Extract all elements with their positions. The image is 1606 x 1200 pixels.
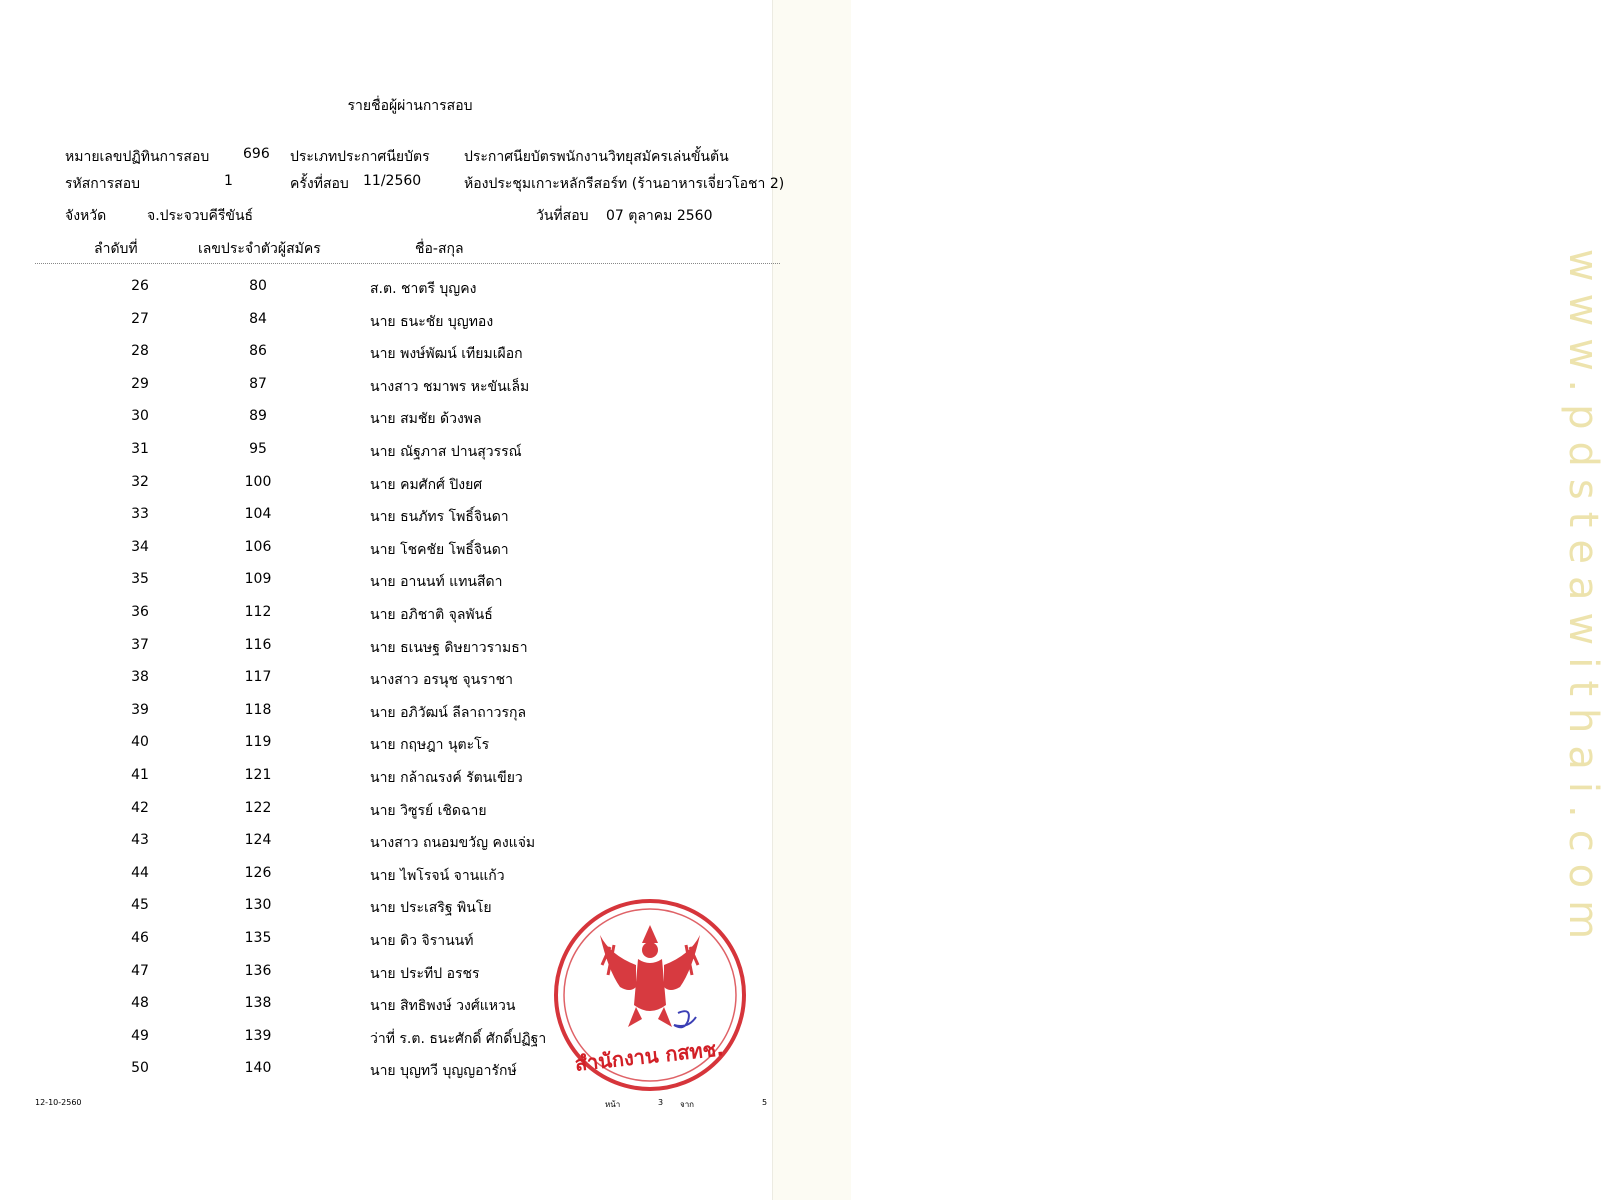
column-header-applicant-id: เลขประจำตัวผู้สมัคร	[198, 241, 321, 257]
row-name: นาย กล้าณรงค์ รัตนเขียว	[370, 770, 523, 786]
exam-date-label: วันที่สอบ	[536, 208, 589, 224]
row-order: 46	[131, 930, 149, 946]
row-applicant-id: 139	[244, 1027, 272, 1044]
row-name: นาย กฤษฎา นุตะโร	[370, 737, 490, 754]
row-applicant-id: 109	[244, 571, 272, 588]
row-order: 39	[131, 701, 149, 718]
table-row	[0, 539, 780, 571]
row-order: 26	[131, 278, 149, 294]
row-name: นาย ณัฐภาส ปานสุวรรณ์	[370, 444, 522, 460]
row-name: นาย สิทธิพงษ์ วงศ์แหวน	[370, 998, 516, 1015]
row-name: นางสาว ชมาพร หะขันเล็ม	[370, 378, 530, 395]
row-name: นาย ธนะชัย บุญทอง	[370, 313, 494, 330]
table-row	[0, 832, 780, 864]
row-applicant-id: 116	[244, 636, 272, 653]
row-applicant-id: 104	[244, 506, 272, 523]
row-name: นาย คมศักศ์ ปิงยศ	[370, 476, 483, 493]
row-order: 31	[131, 441, 149, 457]
row-name: นาย ประเสริฐ พินโย	[370, 900, 492, 917]
row-order: 30	[131, 408, 149, 425]
row-order: 38	[131, 669, 149, 686]
table-row	[0, 474, 780, 506]
row-applicant-id: 121	[244, 767, 272, 783]
row-applicant-id: 126	[244, 864, 272, 881]
row-name: นาย ดิว จิรานนท์	[370, 933, 474, 949]
row-applicant-id: 130	[244, 897, 272, 914]
exam-date-value: 07 ตุลาคม 2560	[606, 208, 713, 224]
table-row	[0, 408, 780, 440]
footer-of-label: จาก	[680, 1100, 695, 1109]
table-row	[0, 278, 780, 310]
table-row	[0, 311, 780, 343]
footer-page-label: หน้า	[605, 1100, 621, 1109]
row-order: 43	[131, 832, 149, 849]
stamp-text: สำนักงาน กสทช.	[573, 1036, 725, 1076]
row-order: 45	[131, 897, 149, 914]
exam-round-value: 11/2560	[363, 173, 422, 189]
exam-venue: ห้องประชุมเกาะหลักรีสอร์ท (ร้านอาหารเจี่ยวโอชา 2)	[464, 176, 785, 192]
row-applicant-id: 86	[249, 343, 267, 360]
row-name: นาย อภิชาติ จุลพันธ์	[370, 607, 493, 623]
table-row	[0, 800, 780, 832]
row-name: นาย ประทีป อรชร	[370, 965, 480, 982]
table-row	[0, 343, 780, 375]
province-value: จ.ประจวบคีรีขันธ์	[147, 208, 254, 224]
table-row	[0, 441, 780, 473]
row-order: 48	[131, 995, 149, 1012]
column-header-order: ลำดับที่	[94, 241, 138, 257]
row-name: ว่าที่ ร.ต. ธนะศักดิ์ ศักดิ์ปฏิฐา	[370, 1030, 547, 1047]
table-row	[0, 734, 780, 766]
row-order: 32	[131, 473, 149, 490]
row-order: 36	[131, 604, 149, 620]
row-applicant-id: 122	[244, 799, 272, 816]
exam-code-label: รหัสการสอบ	[65, 176, 140, 192]
row-name: ส.ต. ชาตรี บุญคง	[370, 281, 477, 297]
header-divider	[35, 263, 780, 264]
row-name: นาย สมชัย ด้วงพล	[370, 411, 482, 428]
row-order: 27	[131, 310, 149, 327]
row-name: นาย ไพโรจน์ จานแก้ว	[370, 867, 505, 884]
row-applicant-id: 112	[244, 604, 272, 620]
table-row	[0, 637, 780, 669]
row-order: 47	[131, 962, 149, 979]
footer-print-date: 12-10-2560	[35, 1098, 82, 1107]
table-row	[0, 506, 780, 538]
row-name: นางสาว ถนอมขวัญ คงแจ่ม	[370, 835, 536, 852]
row-order: 50	[131, 1060, 149, 1077]
row-order: 40	[131, 734, 149, 751]
row-applicant-id: 89	[249, 408, 267, 425]
column-header-name: ชื่อ-สกุล	[415, 241, 464, 257]
row-applicant-id: 140	[244, 1060, 272, 1077]
page-title: รายชื่อผู้ผ่านการสอบ	[347, 98, 473, 114]
row-order: 34	[131, 538, 149, 555]
exam-round-label: ครั้งที่สอบ	[290, 176, 349, 192]
license-type-value: ประกาศนียบัตรพนักงานวิทยุสมัครเล่นขั้นต้น	[464, 149, 729, 165]
row-applicant-id: 138	[244, 995, 272, 1012]
signature-mark	[674, 1011, 696, 1027]
row-name: นาย บุญทวี บุญญอารักษ์	[370, 1063, 517, 1080]
row-name: นาย โชคชัย โพธิ์จินดา	[370, 541, 509, 558]
footer-total-pages: 5	[762, 1098, 768, 1107]
footer-page-number: 3	[658, 1098, 664, 1107]
row-order: 35	[131, 571, 149, 588]
exam-code-value: 1	[224, 173, 233, 189]
table-row	[0, 604, 780, 636]
row-applicant-id: 80	[249, 278, 267, 294]
table-row	[0, 767, 780, 799]
province-label: จังหวัด	[65, 208, 107, 224]
table-row	[0, 669, 780, 701]
row-name: นาย ธนภัทร โพธิ์จินดา	[370, 509, 509, 526]
row-applicant-id: 100	[244, 473, 272, 490]
row-applicant-id: 95	[249, 441, 267, 457]
row-order: 29	[131, 375, 149, 392]
row-applicant-id: 118	[244, 701, 272, 718]
table-row	[0, 865, 780, 897]
row-name: นาย วิซูรย์ เชิดฉาย	[370, 802, 487, 819]
row-applicant-id: 135	[244, 930, 272, 946]
row-name: นาย อานนท์ แทนสีดา	[370, 574, 503, 591]
row-order: 41	[131, 767, 149, 783]
exam-calendar-value: 696	[243, 146, 270, 162]
row-name: นาย อภิวัฒน์ ลีลาถาวรกุล	[370, 704, 527, 721]
official-seal-stamp	[550, 895, 750, 1095]
row-applicant-id: 124	[244, 832, 272, 849]
row-order: 37	[131, 636, 149, 653]
row-applicant-id: 87	[249, 375, 267, 392]
row-order: 49	[131, 1027, 149, 1044]
row-applicant-id: 117	[244, 669, 272, 686]
row-name: นางสาว อรนุช จุนราชา	[370, 672, 513, 689]
row-order: 44	[131, 864, 149, 881]
row-order: 28	[131, 343, 149, 360]
website-watermark: www.pdsteawithai.com	[1560, 248, 1606, 952]
license-type-label: ประเภทประกาศนียบัตร	[290, 149, 430, 165]
table-row	[0, 376, 780, 408]
row-applicant-id: 106	[244, 538, 272, 555]
row-order: 33	[131, 506, 149, 523]
row-applicant-id: 84	[249, 310, 267, 327]
row-applicant-id: 119	[244, 734, 272, 751]
row-applicant-id: 136	[244, 962, 272, 979]
row-name: นาย ธเนษฐ ดิษยาวรามธา	[370, 639, 528, 656]
table-row	[0, 702, 780, 734]
exam-calendar-label: หมายเลขปฏิทินการสอบ	[65, 149, 210, 165]
row-order: 42	[131, 799, 149, 816]
table-row	[0, 571, 780, 603]
row-name: นาย พงษ์พัฒน์ เทียมเผือก	[370, 346, 523, 363]
